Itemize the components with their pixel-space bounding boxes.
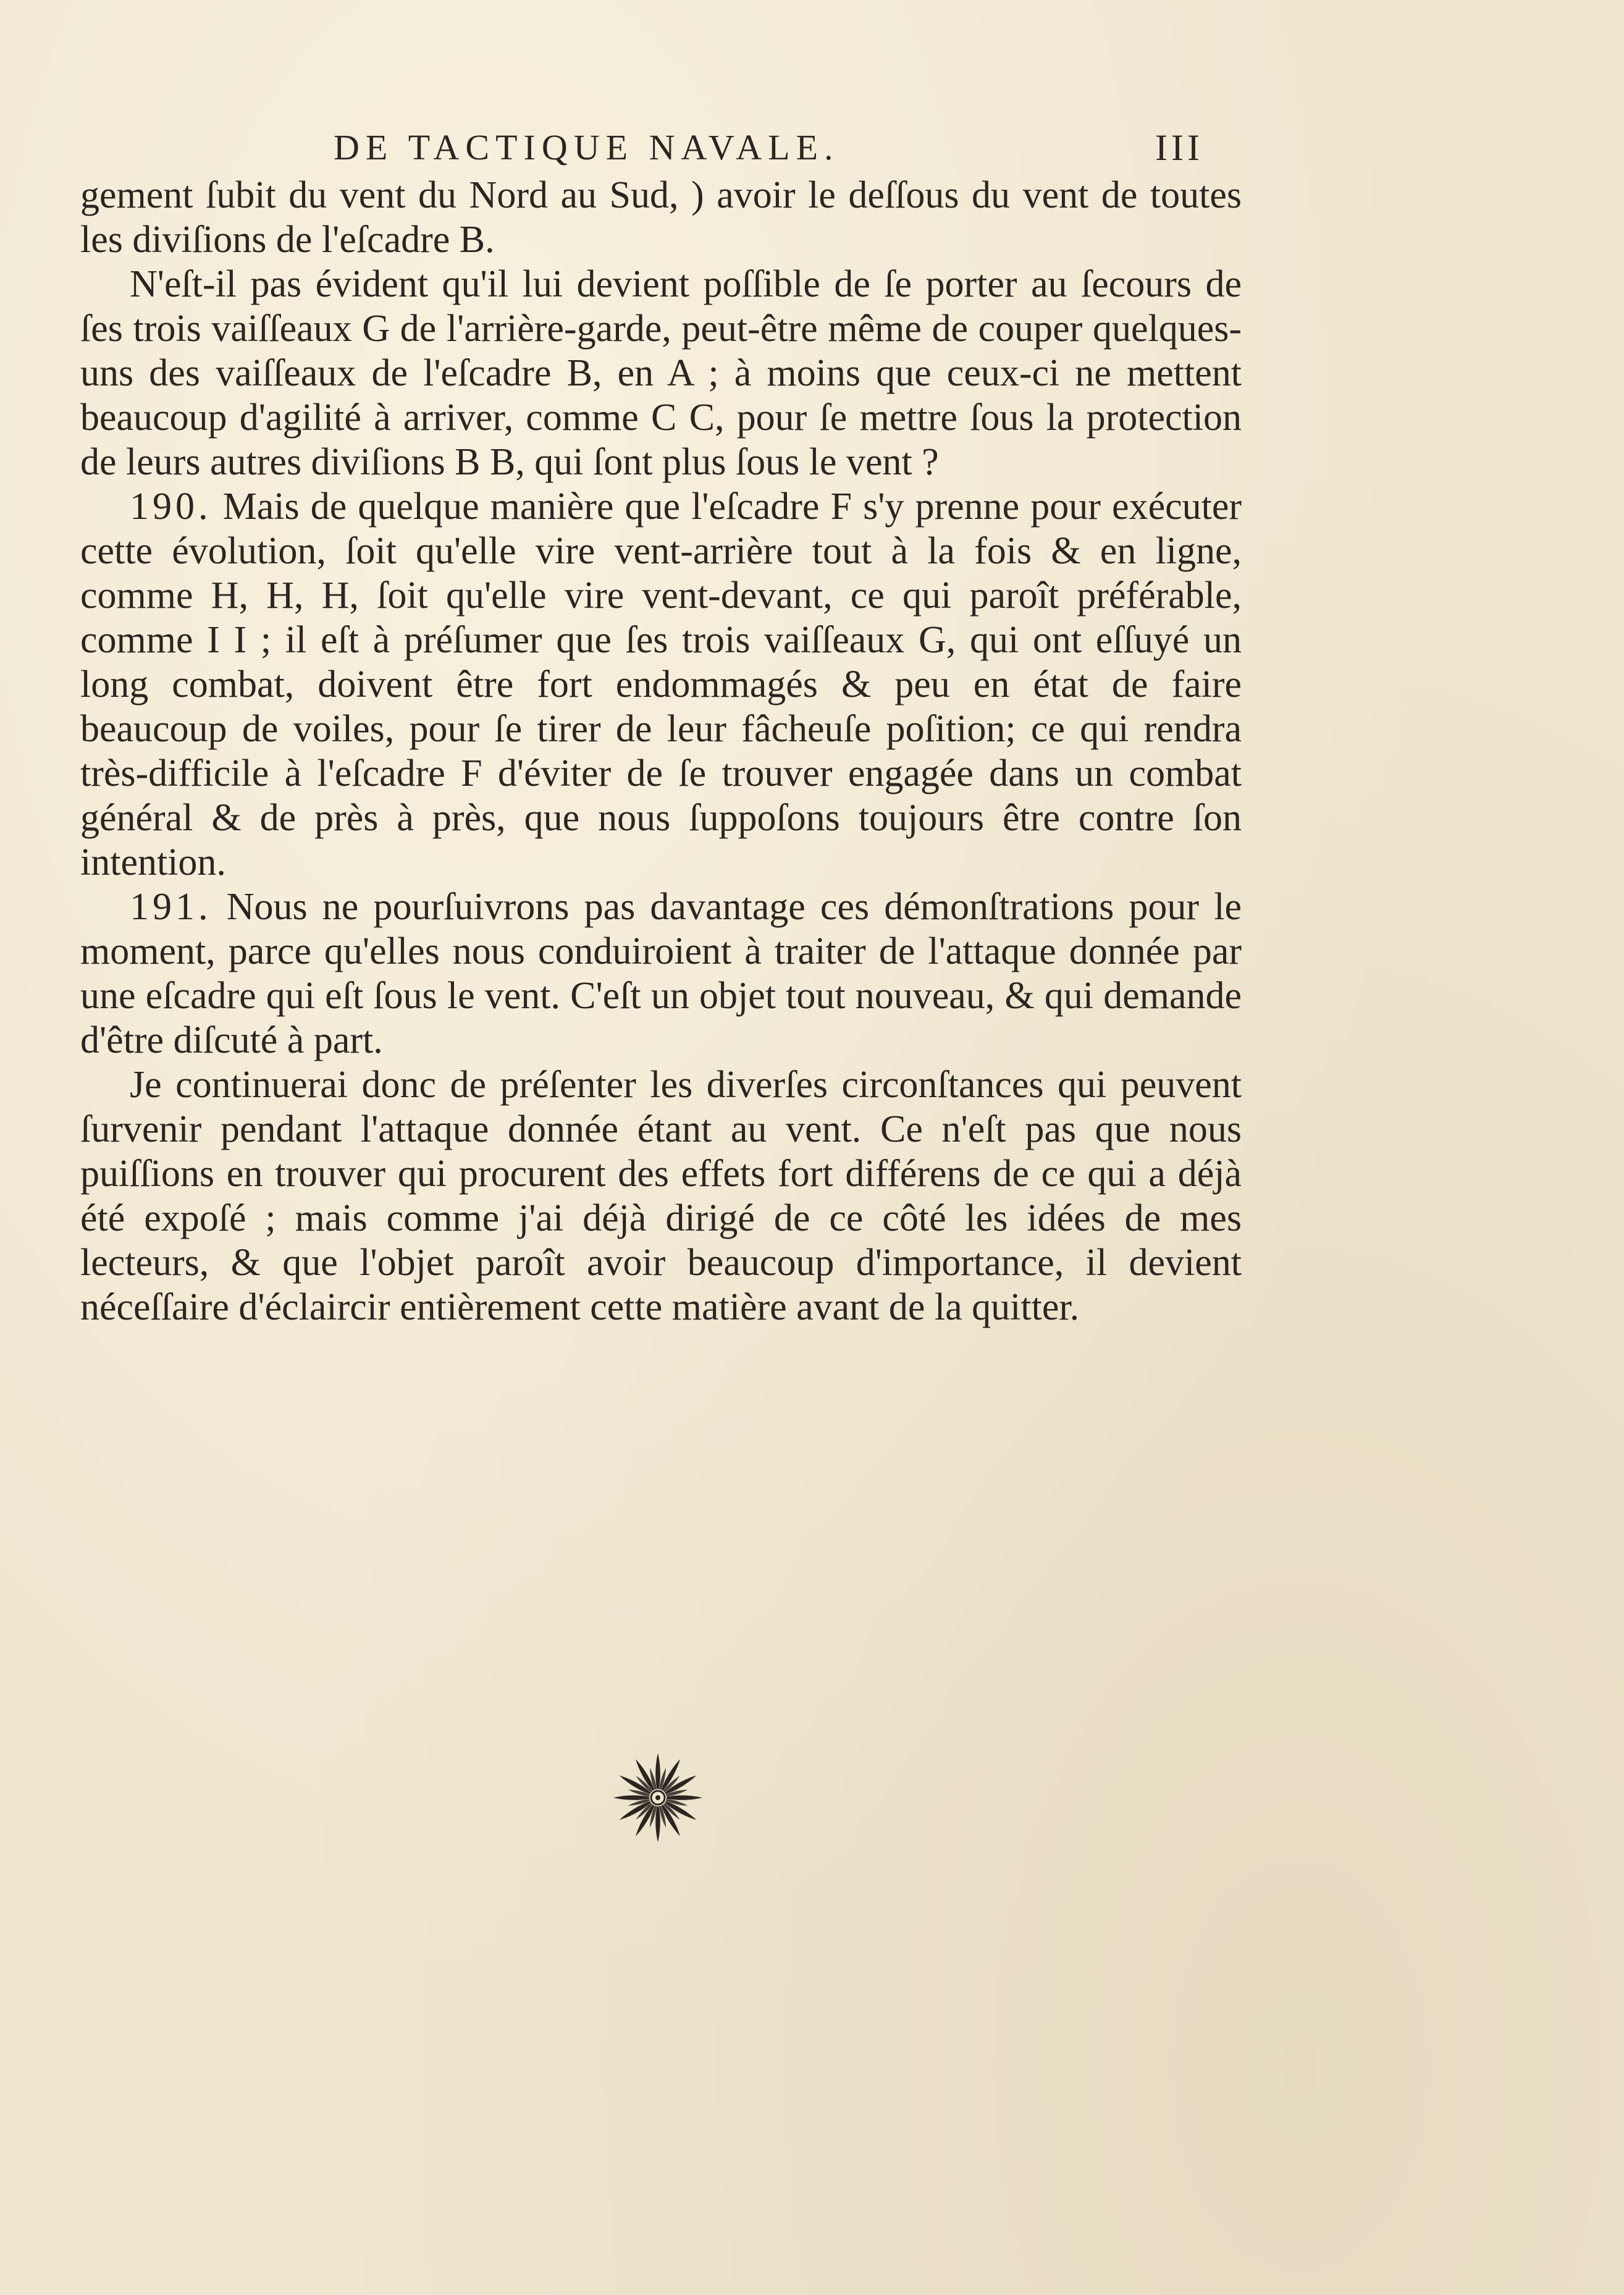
paragraph-191-text: Nous ne pourſuivrons pas davantage ces démonſtrations pour le moment, parce qu'elles nous conduiroient à traiter de l'attaque donnée par une eſcadre qui eſt ſous le vent. C'eſt un objet tout nouveau, & qui demande d'être diſcuté à part. xyxy=(80,886,1242,1061)
body-text xyxy=(80,173,1242,1329)
floral-ornament-icon xyxy=(608,1748,707,1847)
paragraph-1 xyxy=(80,173,1242,262)
paragraph-number-191: 191. xyxy=(130,886,212,928)
page-number: III xyxy=(1155,127,1203,168)
paragraph-190 xyxy=(80,484,1242,885)
paragraph-2 xyxy=(80,262,1242,484)
paragraph-number-190: 190. xyxy=(130,486,212,528)
paragraph-5-text: Je continuerai donc de préſenter les diverſes circonſtances qui peuvent ſurvenir pendant l'attaque donnée étant au vent. Ce n'eſt pas que nous puiſſions en trouver qui procurent des effets fort différens de ce qui a déjà été expoſé ; mais comme j'ai déjà dirigé de ce côté les idées de mes lecteurs, & que l'objet paroît avoir beaucoup d'importance, il devient néceſſaire d'éclaircir entièrement cette matière avant de la quitter. xyxy=(80,1064,1242,1328)
paragraph-190-text: Mais de quelque manière que l'eſcadre F s'y prenne pour exécuter cette évolution, ſoit qu'elle vire vent-arrière tout à la fois & en ligne, comme H, H, H, ſoit qu'elle vire vent-devant, ce qui paroît préférable, comme I I ; il eſt à préſumer que ſes trois vaiſſeaux G, qui ont eſſuyé un long combat, doivent être fort endommagés & peu en état de faire beaucoup de voiles, pour ſe tirer de leur fâcheuſe poſition; ce qui rendra très-difficile à l'eſcadre F d'éviter de ſe trouver engagée dans un combat général & de près à près, que nous ſuppoſons toujours être contre ſon intention. xyxy=(80,486,1242,883)
paragraph-191 xyxy=(80,885,1242,1063)
paragraph-2-text: N'eſt-il pas évident qu'il lui devient poſſible de ſe porter au ſecours de ſes trois vaiſſeaux G de l'arrière-garde, peut-être même de couper quelques-uns des vaiſſeaux de l'eſcadre B, en A ; à moins que ceux-ci ne mettent beaucoup d'agilité à arriver, comme C C, pour ſe mettre ſous la protection de leurs autres diviſions B B, qui ſont plus ſous le vent ? xyxy=(80,263,1242,483)
running-header: DE TACTIQUE NAVALE. xyxy=(334,127,839,167)
paragraph-1-text: gement ſubit du vent du Nord au Sud, ) avoir le deſſous du vent de toutes les diviſions de l'eſcadre B. xyxy=(80,174,1242,261)
paragraph-5 xyxy=(80,1063,1242,1329)
